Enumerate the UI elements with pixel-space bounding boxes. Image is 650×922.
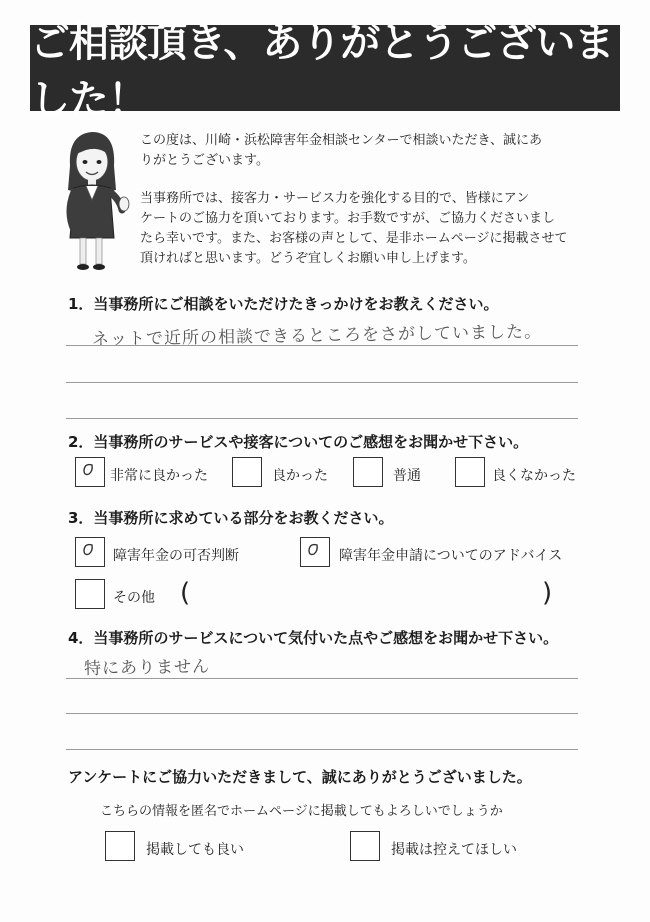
q1-handwritten-answer[interactable]: ネットで近所の相談できるところをさがしていました。 bbox=[91, 322, 543, 350]
q1-title: 1．当事務所にご相談をいただけたきっかけをお教えください。 bbox=[68, 295, 499, 313]
q3-other-input[interactable] bbox=[196, 582, 536, 610]
q2-checkbox-good[interactable] bbox=[232, 457, 262, 487]
handwritten-check-icon bbox=[306, 542, 321, 558]
answer-line bbox=[66, 678, 578, 679]
page-title: ご相談頂き、ありがとうございました！ bbox=[30, 20, 614, 123]
consent-option-label: 掲載しても良い bbox=[146, 842, 244, 858]
q3-option-label: 障害年金申請についてのアドバイス bbox=[339, 548, 563, 564]
handwritten-check-icon bbox=[81, 542, 96, 558]
intro-greeting bbox=[140, 131, 600, 171]
intro-line: この度は、川崎・浜松障害年金相談センターで相談いただき、誠にあ bbox=[140, 133, 542, 148]
consent-option-label: 掲載は控えてほしい bbox=[391, 842, 517, 858]
other-paren-open: ( bbox=[180, 578, 191, 608]
other-paren-close: ) bbox=[542, 578, 553, 608]
answer-line bbox=[66, 713, 578, 714]
q2-option-label: 普通 bbox=[393, 468, 421, 484]
q2-option-label: 非常に良かった bbox=[110, 468, 208, 484]
q2-checkbox-not-good[interactable] bbox=[455, 457, 485, 487]
intro-line: ケートのご協力を頂いております。お手数ですが、ご協力くださいまし bbox=[140, 211, 555, 226]
q4-handwritten-answer[interactable]: 特にありません bbox=[83, 656, 211, 680]
intro-line: りがとうございます。 bbox=[140, 153, 269, 168]
answer-line bbox=[66, 418, 578, 419]
intro-request bbox=[140, 189, 600, 269]
q3-checkbox-eligibility[interactable] bbox=[75, 537, 105, 567]
publish-consent-question: こちらの情報を匿名でホームページに掲載してもよろしいでしょうか bbox=[100, 804, 503, 819]
q2-option-label: 良くなかった bbox=[492, 468, 576, 484]
answer-line bbox=[66, 345, 578, 346]
q2-checkbox-very-good[interactable] bbox=[75, 457, 105, 487]
q3-title: 3．当事務所に求めている部分をお教ください。 bbox=[68, 509, 394, 527]
q2-title: 2．当事務所のサービスや接客についてのご感想をお聞かせ下さい。 bbox=[68, 433, 529, 451]
page-title-banner bbox=[30, 20, 620, 123]
consent-checkbox-decline[interactable] bbox=[350, 831, 380, 861]
intro-line: 頂ければと思います。どうぞ宜しくお願い申し上げます。 bbox=[140, 251, 476, 266]
q4-title: 4．当事務所のサービスについて気付いた点やご感想をお聞かせ下さい。 bbox=[68, 629, 559, 647]
staff-mascot-illustration bbox=[58, 126, 138, 274]
q3-checkbox-other[interactable] bbox=[75, 579, 105, 609]
q3-checkbox-advice[interactable] bbox=[300, 537, 330, 567]
intro-line: 当事務所では、接客力・サービス力を強化する目的で、皆様にアン bbox=[140, 191, 530, 206]
handwritten-check-icon bbox=[81, 462, 96, 478]
q3-option-label: その他 bbox=[113, 590, 155, 606]
answer-line bbox=[66, 382, 578, 383]
intro-line: たら幸いです。また、お客様の声として、是非ホームページに掲載させて bbox=[140, 231, 568, 246]
q2-option-label: 良かった bbox=[272, 468, 328, 484]
answer-line bbox=[66, 749, 578, 750]
thank-you-message: アンケートにご協力いただきまして、誠にありがとうございました。 bbox=[68, 768, 532, 786]
q2-checkbox-normal[interactable] bbox=[353, 457, 383, 487]
consent-checkbox-allow[interactable] bbox=[105, 831, 135, 861]
q3-option-label: 障害年金の可否判断 bbox=[113, 548, 239, 564]
